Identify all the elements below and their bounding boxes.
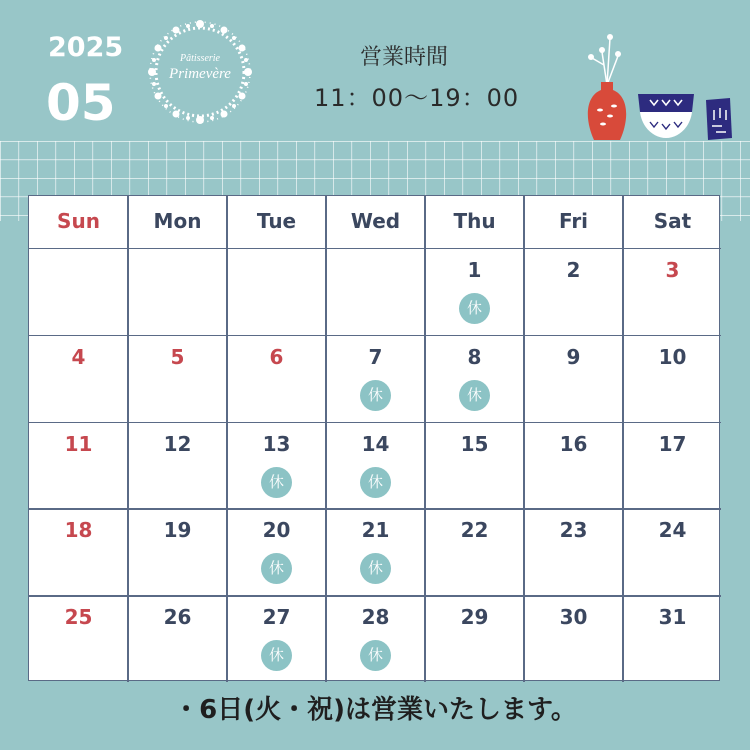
bowl-icon	[638, 94, 694, 138]
weekday-header-tue: Tue	[256, 209, 297, 233]
calendar-day-cell	[29, 248, 128, 334]
calendar-day-cell[interactable]	[227, 335, 326, 421]
day-number: 4	[71, 344, 86, 369]
closed-badge: 休	[360, 553, 391, 584]
calendar-day-cell[interactable]	[29, 508, 128, 594]
day-number: 5	[170, 344, 185, 369]
calendar-grid	[28, 195, 720, 681]
calendar-day-cell[interactable]	[623, 508, 722, 594]
calendar-day-cell[interactable]	[326, 595, 425, 681]
calendar-day-cell[interactable]	[425, 248, 524, 334]
day-number: 26	[163, 605, 192, 630]
hours-time: 11：00〜19：00	[314, 84, 520, 112]
day-number: 2	[566, 258, 581, 282]
month: 05	[46, 74, 116, 132]
calendar-day-cell[interactable]	[128, 422, 227, 508]
day-number: 6	[269, 344, 284, 369]
calendar-day-cell[interactable]	[326, 422, 425, 508]
calendar-day-cell[interactable]	[29, 335, 128, 421]
closed-badge: 休	[459, 380, 490, 411]
calendar-day-cell[interactable]	[425, 508, 524, 594]
calendar-day-cell[interactable]	[227, 508, 326, 594]
calendar-day-cell[interactable]	[524, 595, 623, 681]
cup-icon	[706, 98, 732, 140]
calendar-day-cell[interactable]	[623, 422, 722, 508]
calendar-day-cell[interactable]	[425, 422, 524, 508]
day-number: 8	[467, 344, 482, 369]
day-number: 25	[64, 605, 93, 630]
calendar-day-cell[interactable]	[128, 595, 227, 681]
day-number: 31	[658, 605, 687, 630]
calendar-day-cell[interactable]	[29, 422, 128, 508]
calendar-day-cell	[128, 248, 227, 334]
closed-badge: 休	[360, 467, 391, 498]
day-number: 13	[262, 431, 291, 456]
calendar-day-cell[interactable]	[524, 248, 623, 334]
calendar-day-cell[interactable]	[227, 422, 326, 508]
day-number: 17	[658, 431, 687, 456]
closed-badge: 休	[261, 553, 292, 584]
shop-logo	[146, 16, 254, 128]
calendar-day-cell[interactable]	[29, 595, 128, 681]
day-number: 7	[368, 344, 383, 369]
year: 2025	[48, 32, 124, 63]
calendar-day-cell[interactable]	[524, 508, 623, 594]
day-number: 24	[658, 518, 687, 543]
weekday-header-fri: Fri	[558, 209, 589, 233]
weekday-header-mon: Mon	[153, 209, 202, 233]
calendar-day-cell[interactable]	[524, 422, 623, 508]
calendar-day-cell[interactable]	[128, 508, 227, 594]
closed-badge: 休	[261, 467, 292, 498]
weekday-header-thu: Thu	[453, 209, 496, 233]
day-number: 9	[566, 344, 581, 369]
weekday-header-sun: Sun	[57, 209, 100, 233]
day-number: 21	[361, 518, 390, 543]
day-number: 11	[64, 431, 93, 456]
calendar-day-cell[interactable]	[227, 595, 326, 681]
closed-badge: 休	[360, 380, 391, 411]
day-number: 14	[361, 431, 390, 456]
calendar-day-cell[interactable]	[326, 508, 425, 594]
closed-badge: 休	[360, 640, 391, 671]
day-number: 15	[460, 431, 489, 456]
day-number: 20	[262, 518, 291, 543]
closed-badge: 休	[459, 293, 490, 324]
calendar-day-cell[interactable]	[524, 335, 623, 421]
calendar-day-cell[interactable]	[623, 248, 722, 334]
day-number: 18	[64, 518, 93, 543]
day-number: 3	[665, 258, 680, 282]
calendar-day-cell	[227, 248, 326, 334]
calendar-day-cell[interactable]	[128, 335, 227, 421]
logo-subtitle: Pâtisserie	[180, 53, 220, 64]
weekday-header-row	[29, 196, 721, 249]
day-number: 23	[559, 518, 588, 543]
calendar-day-cell[interactable]	[326, 335, 425, 421]
weekday-header-sat: Sat	[653, 209, 692, 233]
hours-title: 営業時間	[360, 45, 449, 70]
weekday-header-wed: Wed	[350, 209, 401, 233]
footnote: ・6日(火・祝)は営業いたします。	[173, 695, 577, 725]
logo-title: Primevère	[169, 66, 231, 82]
day-number: 29	[460, 605, 489, 630]
calendar-day-cell[interactable]	[425, 595, 524, 681]
calendar-day-cell	[326, 248, 425, 334]
day-number: 30	[559, 605, 588, 630]
flower-vase-icon	[588, 34, 626, 140]
day-number: 27	[262, 605, 291, 630]
tableware-illustration	[570, 30, 740, 148]
calendar-day-cell[interactable]	[623, 335, 722, 421]
day-number: 10	[658, 344, 687, 369]
closed-badge: 休	[261, 640, 292, 671]
day-number: 28	[361, 605, 390, 630]
day-number: 22	[460, 518, 489, 543]
day-number: 19	[163, 518, 192, 543]
day-number: 16	[559, 431, 588, 456]
calendar-day-cell[interactable]	[623, 595, 722, 681]
day-number: 1	[467, 258, 482, 282]
day-number: 12	[163, 431, 192, 456]
calendar-day-cell[interactable]	[425, 335, 524, 421]
